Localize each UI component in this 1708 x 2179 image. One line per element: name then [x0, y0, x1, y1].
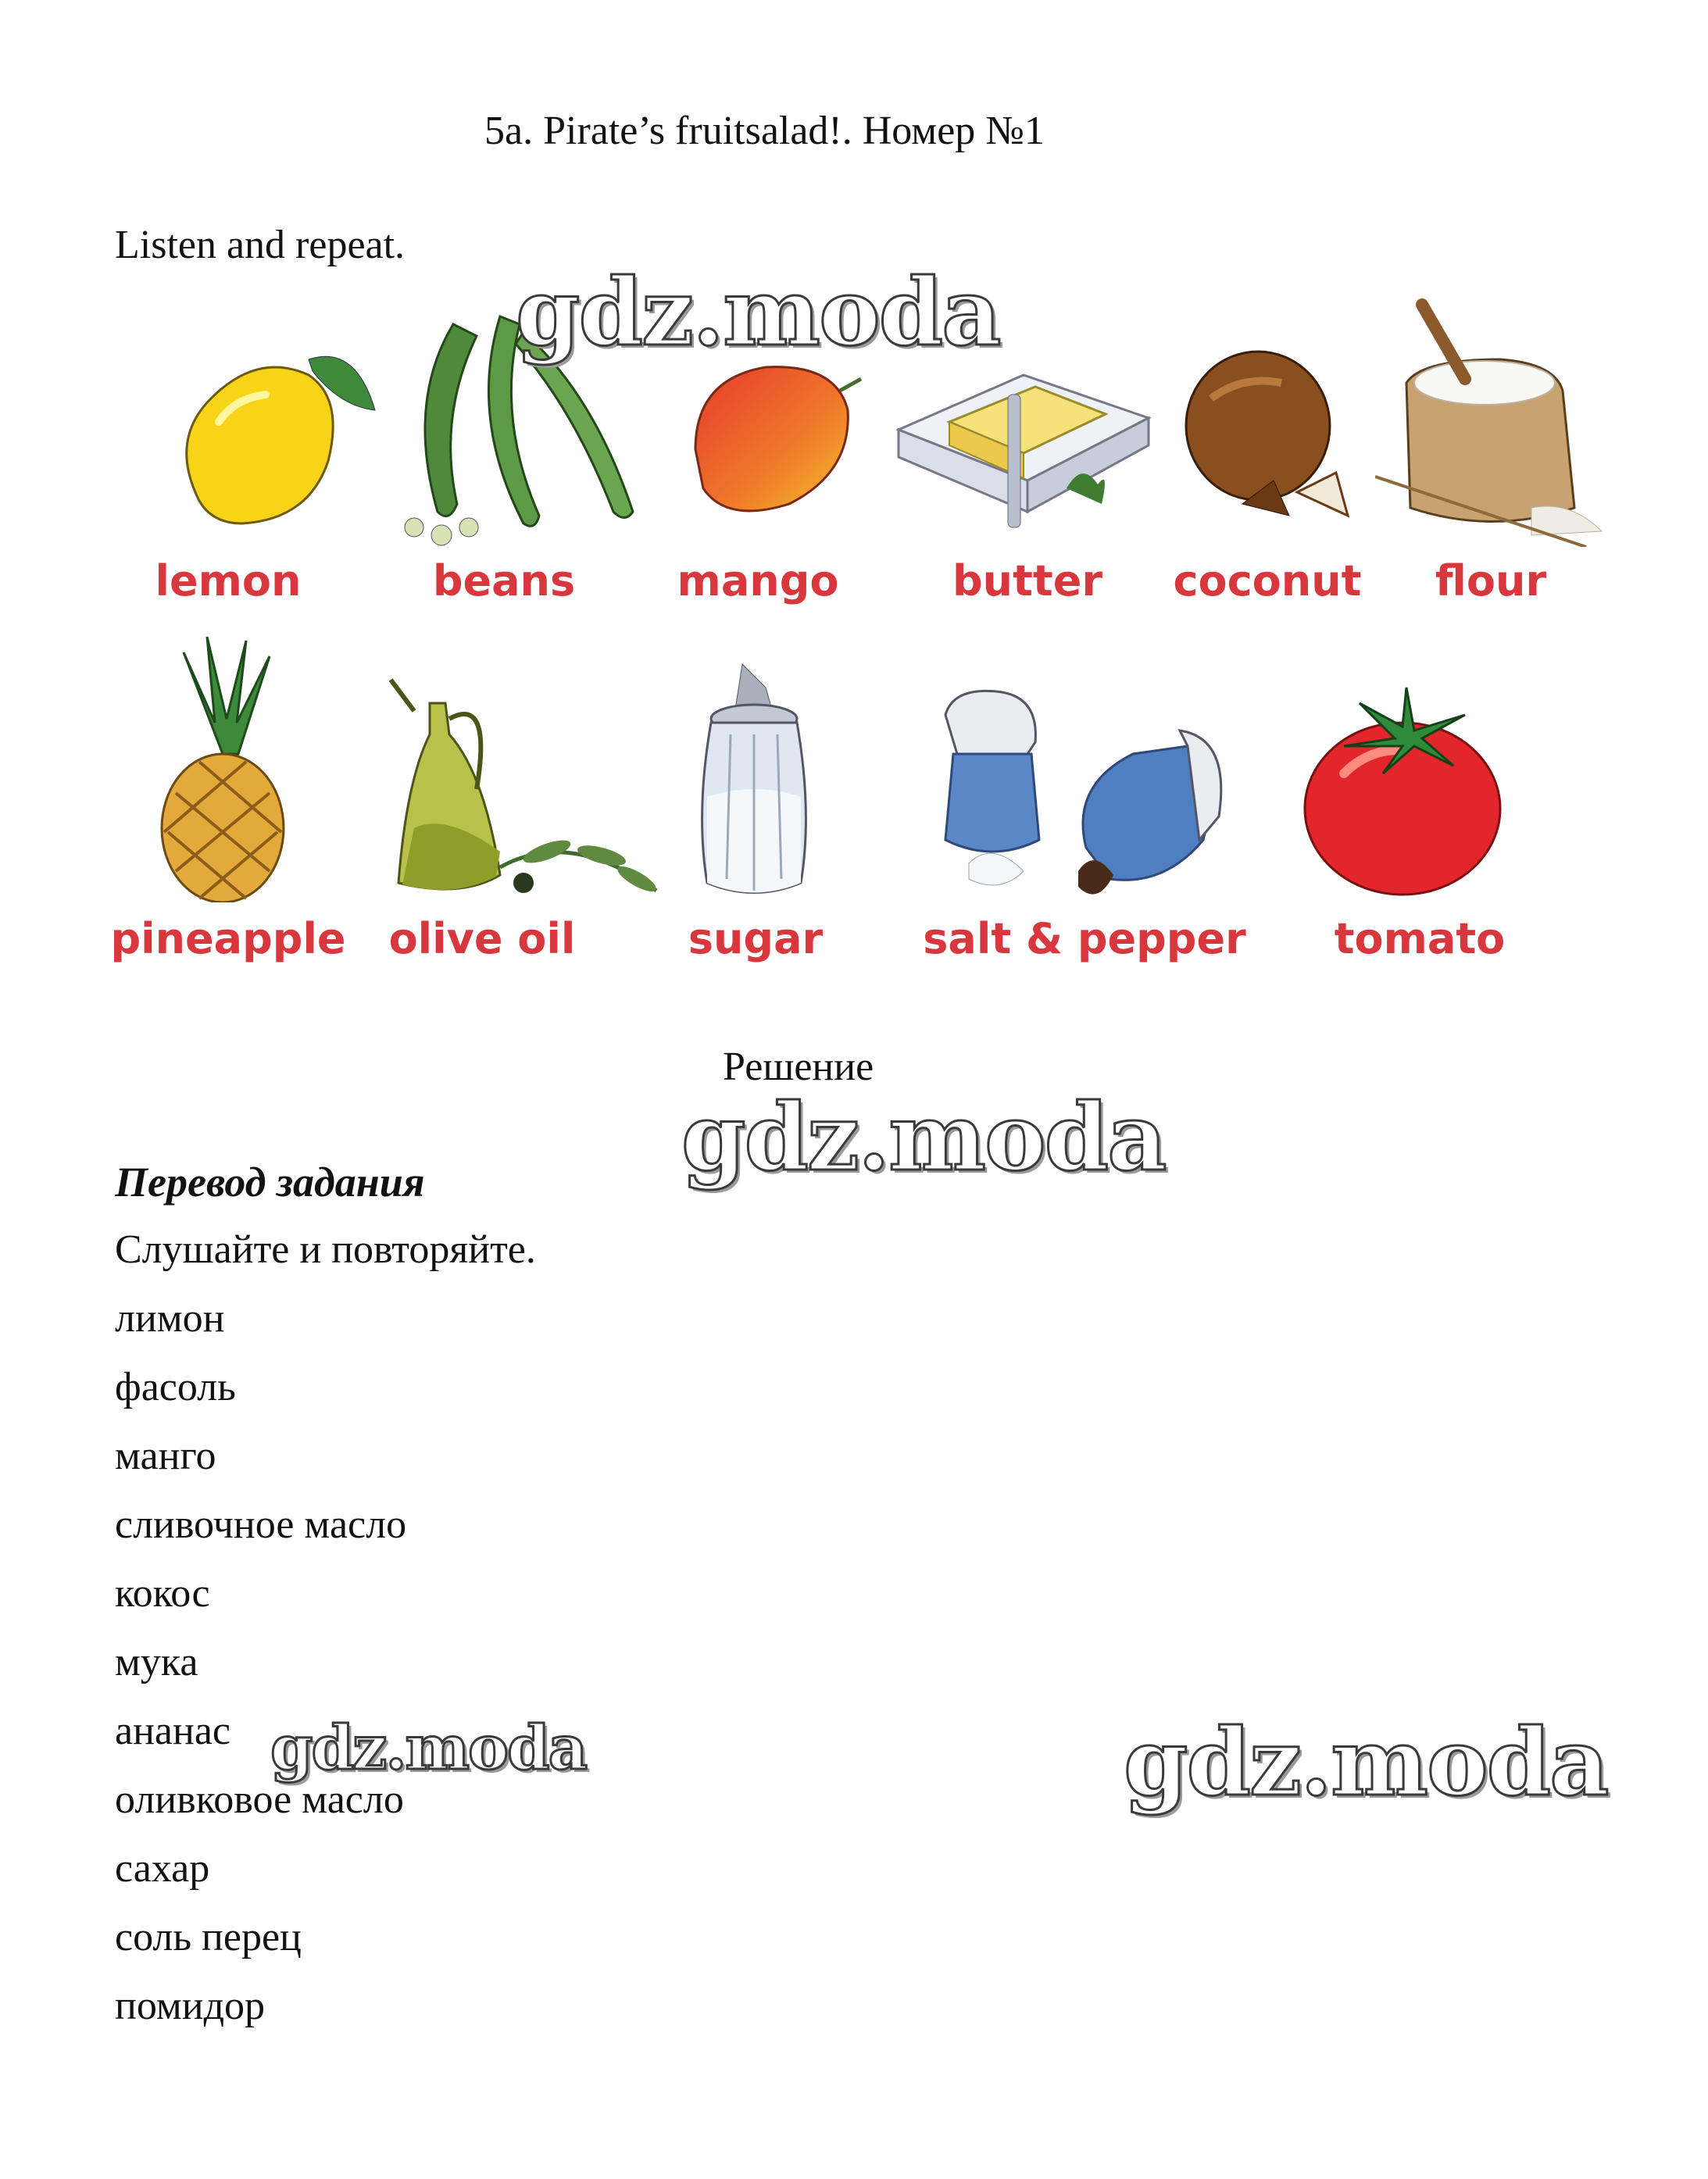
- translation-line: мука: [115, 1640, 198, 1684]
- solution-heading: Решение: [723, 1045, 874, 1089]
- vocab-label: mango: [677, 556, 839, 605]
- watermark: gdz.moda: [270, 1713, 587, 1784]
- watermark: gdz.moda: [1124, 1708, 1608, 1816]
- pineapple-icon: [152, 637, 293, 902]
- vocab-label: sugar: [688, 914, 824, 963]
- vocab-label: beans: [432, 556, 576, 605]
- translation-instruction: Слушайте и повторяйте.: [115, 1227, 536, 1272]
- tomato-icon: [1297, 672, 1508, 898]
- translation-heading: Перевод задания: [115, 1159, 425, 1206]
- translation-list: [115, 1225, 536, 2050]
- translation-line: помидор: [115, 1984, 266, 2028]
- vocab-label: salt & pepper: [923, 914, 1246, 963]
- watermark: gdz.moda: [681, 1083, 1166, 1191]
- vocab-label: olive oil: [388, 914, 576, 963]
- translation-line: манго: [115, 1434, 216, 1478]
- translation-line: кокос: [115, 1571, 210, 1616]
- vocab-label: pineapple: [110, 914, 346, 963]
- page-title: 5a. Pirate’s fruitsalad!. Номер №1: [484, 109, 1045, 153]
- vocab-label: lemon: [155, 556, 302, 605]
- vocab-label: coconut: [1173, 556, 1362, 605]
- vocab-label: flour: [1435, 556, 1547, 605]
- lemon-icon: [164, 328, 383, 531]
- butter-icon: [891, 344, 1156, 539]
- sugar-icon: [688, 656, 828, 906]
- flour-icon: [1375, 297, 1610, 547]
- translation-line: лимон: [115, 1296, 225, 1341]
- translation-line: сахар: [115, 1846, 210, 1891]
- translation-line: ананас: [115, 1709, 230, 1753]
- translation-line: сливочное масло: [115, 1502, 407, 1547]
- mango-icon: [680, 355, 867, 520]
- translation-line: оливковое масло: [115, 1777, 404, 1822]
- olive-oil-icon: [367, 672, 664, 906]
- watermark: gdz.moda: [516, 258, 1000, 366]
- salt-pepper-icon: [930, 684, 1235, 910]
- exercise-instruction: Listen and repeat.: [115, 223, 406, 267]
- vocab-label: tomato: [1334, 914, 1506, 963]
- coconut-icon: [1180, 336, 1360, 531]
- vocab-label: butter: [952, 556, 1102, 605]
- translation-line: фасоль: [115, 1365, 236, 1409]
- translation-line: соль перец: [115, 1915, 302, 1959]
